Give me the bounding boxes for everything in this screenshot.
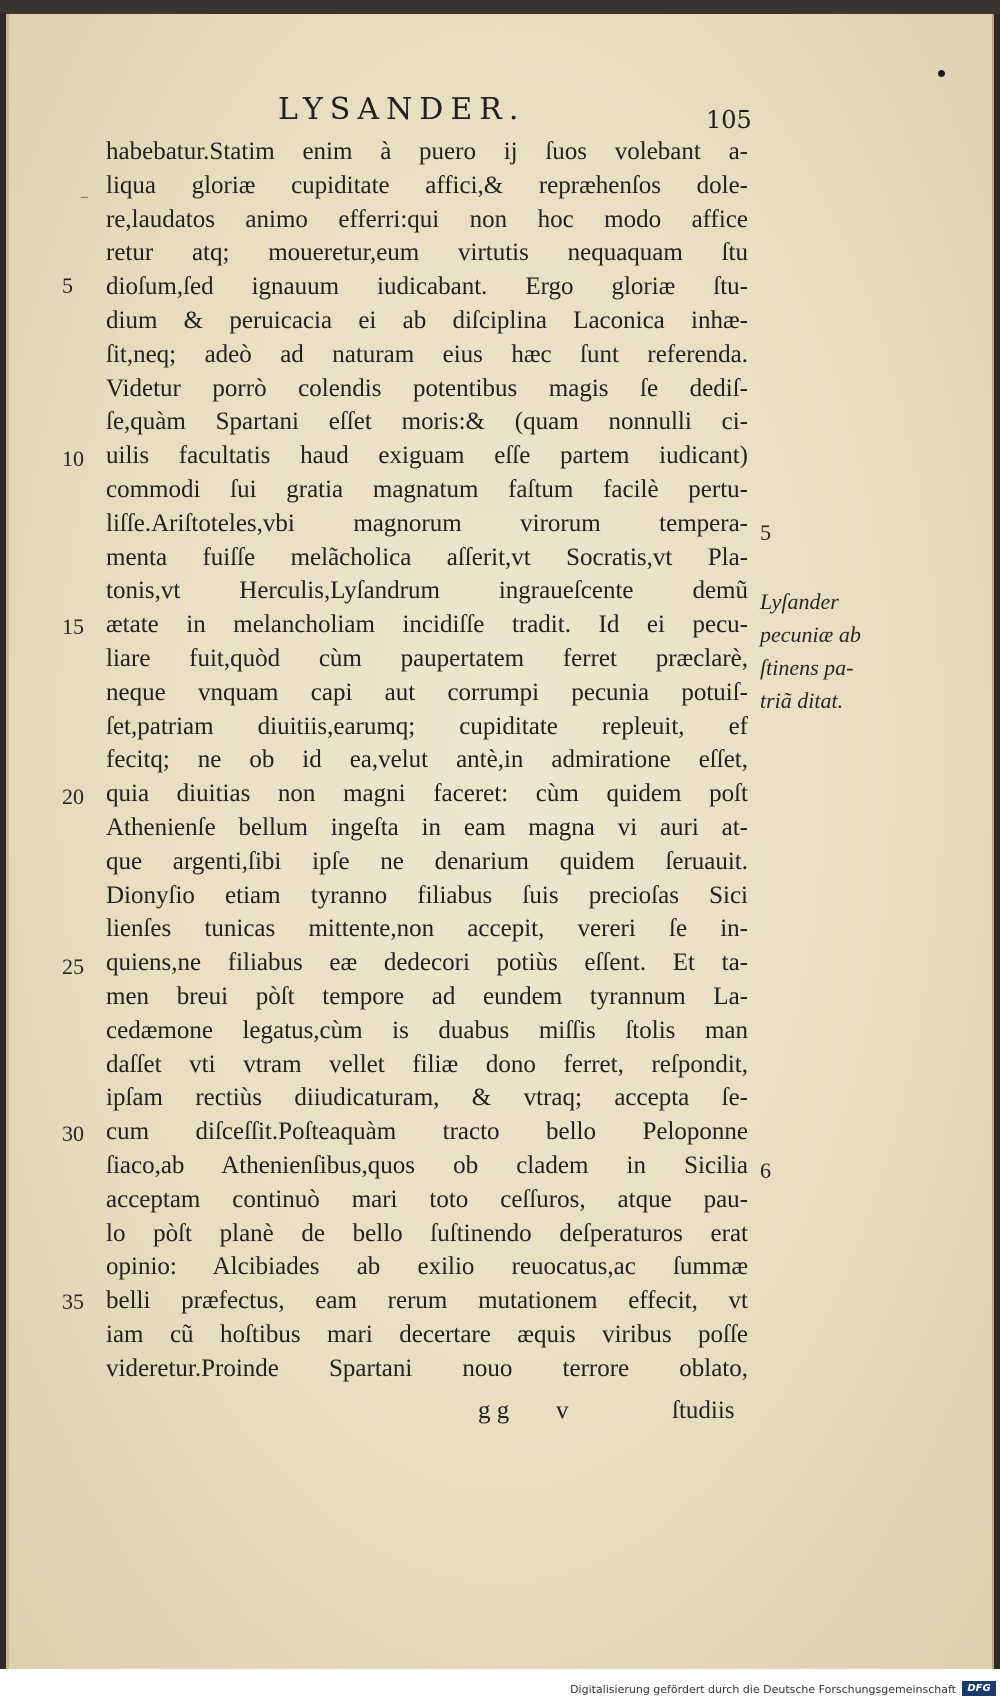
- text-line: lienſes tunicas mittente,non accepit, vereri ſe in-: [106, 915, 748, 942]
- catchword: ſtudiis: [672, 1397, 735, 1424]
- text-line: ſit,neq; adeò ad naturam eius hæc ſunt referenda.: [106, 341, 748, 368]
- text-line: videretur.Proinde Spartani nouo terrore oblato,: [106, 1355, 748, 1382]
- text-line: cum diſceſſit.Poſteaquàm tracto bello Peloponne: [106, 1118, 748, 1145]
- signature-number: v: [556, 1397, 569, 1424]
- text-line: dioſum,ſed ignauum iudicabant. Ergo gloriæ ſtu-: [106, 273, 748, 300]
- margin-number: 5: [760, 520, 771, 545]
- text-line: Athenienſe bellum ingeſta in eam magna vi auri at-: [106, 814, 748, 841]
- text-line: fecitq; ne ob id ea,velut antè,in admiratione eſſet,: [106, 746, 748, 773]
- text-line: acceptam continuò mari toto ceſſuros, atque pau-: [106, 1186, 748, 1213]
- text-line: commodi ſui gratia magnatum faſtum facilè pertu-: [106, 476, 748, 503]
- text-line: ſet,patriam diuitiis,earumq; cupiditate repleuit, ef: [106, 713, 748, 740]
- text-line: retur atq; moueretur,eum virtutis nequaquam ſtu: [106, 239, 748, 266]
- margin-number: 6: [760, 1158, 771, 1183]
- marginal-note-line: ſtinens pa-: [760, 655, 854, 680]
- dfg-logo: DFG: [962, 1681, 996, 1696]
- text-line: tonis,vt Herculis,Lyſandrum ingraueſcente demũ: [106, 577, 748, 604]
- marginal-note-line: Lyſander: [760, 589, 839, 614]
- text-line: neque vnquam capi aut corrumpi pecunia potuiſ-: [106, 679, 748, 706]
- text-line: lo pòſt planè de bello ſuſtinendo deſperaturos erat: [106, 1220, 748, 1247]
- line-number: 35: [62, 1289, 84, 1314]
- text-line: opinio: Alcibiades ab exilio reuocatus,ac ſummæ: [106, 1253, 748, 1280]
- text-line: quiens,ne filiabus eæ dedecori potiùs eſſent. Et ta-: [106, 949, 748, 976]
- page-number: 105: [706, 106, 752, 134]
- scan-frame-top: [0, 0, 1000, 14]
- text-line: quia diuitias non magni faceret: cùm quidem poſt: [106, 780, 748, 807]
- text-line: liare fuit,quòd cùm paupertatem ferret præclarè,: [106, 645, 748, 672]
- line-number: 20: [62, 784, 84, 809]
- text-line: men breui pòſt tempore ad eundem tyrannum La-: [106, 983, 748, 1010]
- line-number: 25: [62, 954, 84, 979]
- text-line: dium & peruicacia ei ab diſciplina Laconica inhæ-: [106, 307, 748, 334]
- text-line: Videtur porrò colendis potentibus magis ſe dediſ-: [106, 375, 748, 402]
- text-line: uilis facultatis haud exiguam eſſe partem iudicant): [106, 442, 748, 469]
- line-number: 15: [62, 614, 84, 639]
- text-line: ſe,quàm Spartani eſſet moris:& (quam nonnulli ci-: [106, 408, 748, 435]
- margin-mark: –: [80, 186, 89, 207]
- marginal-note-line: triã ditat.: [760, 688, 844, 713]
- text-line: ætate in melancholiam incidiſſe tradit. Id ei pecu-: [106, 611, 748, 638]
- running-head: LYSANDER.: [278, 92, 526, 127]
- text-line: liſſe.Ariſtoteles,vbi magnorum virorum tempera-: [106, 510, 748, 537]
- text-line: iam cũ hoſtibus mari decertare æquis viribus poſſe: [106, 1321, 748, 1348]
- text-line: re,laudatos animo efferri:qui non hoc modo affice: [106, 206, 748, 233]
- text-line: ſiaco,ab Athenienſibus,quos ob cladem in Sicilia: [106, 1152, 748, 1179]
- marginal-note-line: pecuniæ ab: [760, 622, 861, 647]
- text-line: ipſam rectiùs diiudicaturam, & vtraq; accepta ſe-: [106, 1084, 748, 1111]
- text-line: Dionyſio etiam tyranno filiabus ſuis precioſas Sici: [106, 882, 748, 909]
- text-line: daſſet vti vtram vellet filiæ dono ferret, reſpondit,: [106, 1051, 748, 1078]
- ink-speck: [938, 70, 945, 77]
- text-line: liqua gloriæ cupiditate affici,& repræhenſos dole-: [106, 172, 748, 199]
- line-number: 30: [62, 1121, 84, 1146]
- text-line: menta fuiſſe melãcholica aſſerit,vt Socratis,vt Pla-: [106, 544, 748, 571]
- signature-mark: g g: [478, 1397, 510, 1424]
- line-number: 5: [62, 273, 73, 298]
- text-line: cedæmone legatus,cùm is duabus miſſis ſtolis man: [106, 1017, 748, 1044]
- text-line: habebatur.Statim enim à puero ij ſuos volebant a-: [106, 138, 748, 165]
- line-number: 10: [62, 446, 84, 471]
- text-line: que argenti,ſibi ipſe ne denarium quidem ſeruauit.: [106, 848, 748, 875]
- digitization-credit: Digitalisierung gefördert durch die Deutsche Forschungsgemeinschaft: [570, 1683, 956, 1696]
- text-line: belli præfectus, eam rerum mutationem effecit, vt: [106, 1287, 748, 1314]
